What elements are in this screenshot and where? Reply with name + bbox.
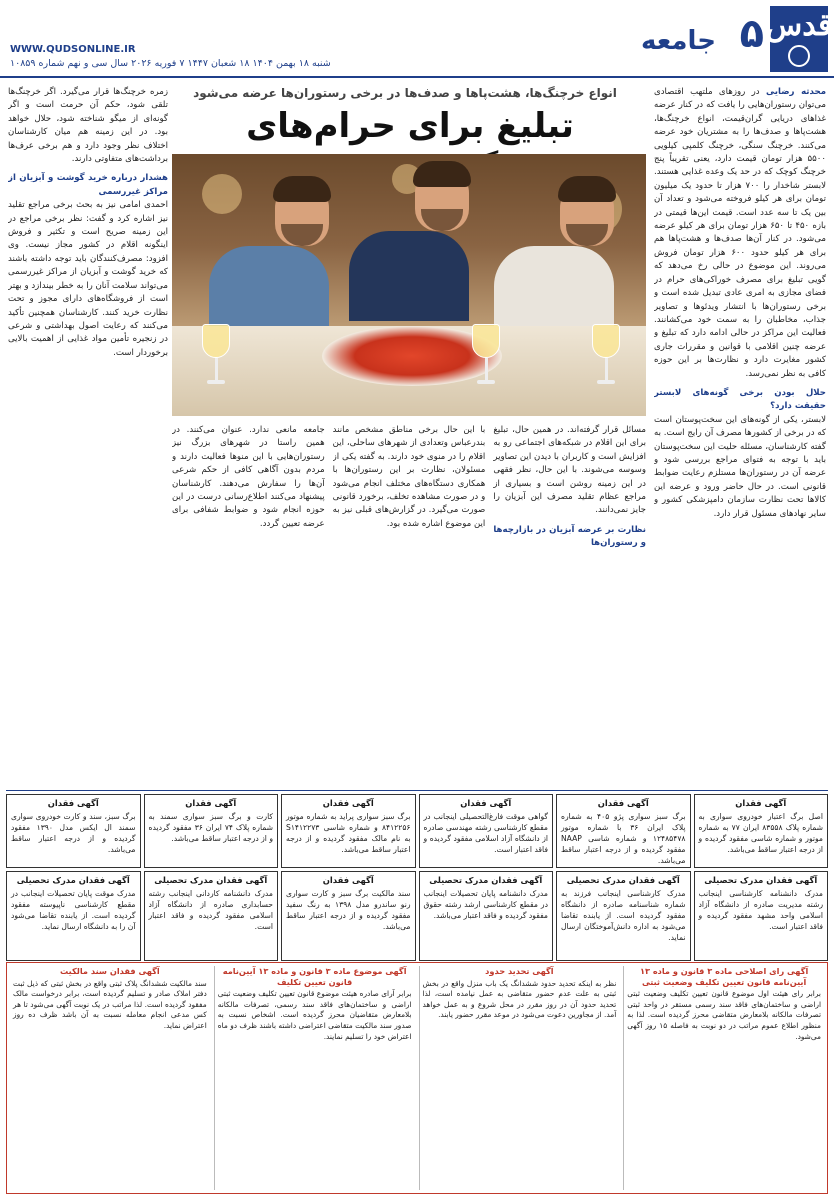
ad-text: مدرک دانشنامه کاردانی اینجانب رشته حسابداری صادره از دانشگاه آزاد اسلامی مفقود گردیده و فاقد اعتبار است. [148, 889, 273, 931]
date-line: شنبه ۱۸ بهمن ۱۴۰۴ ۱۸ شعبان ۱۴۴۷ ۷ فوریه ۲۰۲۶ سال سی و نهم شماره ۱۰۸۵۹ [10, 58, 331, 69]
article-subhead: هشدار درباره خرید گوشت و آبزیان از مراکز غیررسمی [8, 173, 168, 197]
classified-ad [144, 794, 279, 868]
seal-icon [788, 45, 810, 67]
ad-text: برگ سبز سواری پراید به شماره موتور ۸۴۱۲۲۵۶ و شماره شاسی S۱۴۱۲۲۷۳ به نام مالک مفقود گردیده و از درجه اعتبار ساقط می‌باشد. [286, 812, 411, 854]
diner-figure [382, 167, 469, 321]
ad-text: اصل برگ اعتبار خودروی سواری به شماره پلاک ۸۳۵۵۸ ایران ۷۷ به شماره موتور و شماره شاسی مفقود گردیده و از درجه اعتبار ساقط می‌باشد. [698, 812, 823, 854]
legal-notice [623, 966, 824, 1190]
article-middle-columns [172, 424, 646, 794]
classified-ad [556, 794, 691, 868]
article-subhead: نظارت بر عرضه آبزیان در بازارچه‌ها و رستوران‌ها [493, 524, 646, 549]
section-name: جامعه [640, 26, 716, 56]
article-headline: تبلیغ برای حرام‌های [246, 106, 574, 146]
ad-title: آگهی فقدان [322, 875, 374, 885]
notice-text: برابر رای هیئت اول موضوع قانون تعیین تکلیف وضعیت ثبتی اراضی و ساختمان‌های فاقد سند رسمی مستقر در واحد ثبتی تصرفات مالکانه بلامعارض متقاضی محرز گردیده است. لذا به منظور اطلاع عموم مراتب در دو نوبت به فاصله ۱۵ روز آگهی می‌شود. [627, 989, 821, 1041]
ad-text: مدرک دانشنامه کارشناسی اینجانب رشته مدیریت صادره از دانشگاه آزاد اسلامی واحد مشهد مفقود گردیده و فاقد اعتبار است. [698, 889, 823, 931]
ad-title: آگهی فقدان مدرک تحصیلی [429, 875, 543, 885]
ad-title: آگهی فقدان مدرک تحصیلی [566, 875, 680, 885]
article-text: لابستر، یکی از گونه‌های این سخت‌پوستان است که در برخی از کشورها مصرف آن رایج است. به گفته کارشناسان، مسئله حلیت این سخت‌پوستان باید با توجه به فتوای مراجع بررسی شود و عرضه آن در رستوران‌ها مستلزم رعایت ضوابط قانونی است. در حال حاضر ورود و عرضه این کالاها تحت نظارت سازمان دامپزشکی کشور و سایر نهادهای مسئول قرار دارد. [654, 414, 826, 519]
ad-title: آگهی فقدان [460, 798, 512, 808]
classified-ad [144, 871, 279, 961]
classified-ad [419, 794, 554, 868]
article-column [493, 424, 646, 794]
ad-text: برگ سبز، سند و کارت خودروی سواری سمند ال ایکس مدل ۱۳۹۰ مفقود گردیده و از درجه اعتبار ساقط می‌باشد. [11, 812, 136, 854]
page-number: ۵ [739, 11, 764, 57]
ad-text: گواهی موقت فارغ‌التحصیلی اینجانب در مقطع کارشناسی رشته مهندسی صادره از دانشگاه آزاد اسلامی مفقود گردیده و فاقد اعتبار است. [423, 812, 548, 854]
ad-title: آگهی فقدان [185, 798, 237, 808]
classified-ad [281, 871, 416, 961]
article-text: جامعه مانعی ندارد. عنوان می‌کنند. در همین راستا در شهرهای بزرگ نیز رستوران‌هایی با این منوها فعالیت دارند و مردم بدون آگاهی کافی از حکم شرعی آن‌ها را سفارش می‌دهند. کارشناسان پیشنهاد می‌کنند اطلاع‌رسانی درست در این حوزه انجام شود و ضوابط شفافی برای عرضه تعیین گردد. [171, 425, 325, 529]
classified-ads [6, 790, 828, 958]
article-left-column [8, 86, 168, 786]
ad-title: آگهی فقدان مدرک تحصیلی [154, 875, 268, 885]
article-author: محدثه رضایی [766, 87, 826, 97]
ad-text: مدرک دانشنامه پایان تحصیلات اینجانب در مقطع کارشناسی ارشد رشته حقوق مفقود گردیده و فاقد اعتبار می‌باشد. [423, 889, 548, 920]
ad-title: آگهی فقدان [322, 798, 374, 808]
notice-text: سند مالکیت ششدانگ پلاک ثبتی واقع در بخش ثبتی که ذیل ثبت دفتر املاک صادر و تسلیم گردیده است، برابر درخواست مالک مفقود گردیده است. لذا مراتب در یک نوبت آگهی می‌شود تا هر کس مدعی انجام معامله نسبت به آن باشد ظرف ده روز اعتراض نماید. [13, 978, 207, 1030]
newspaper-logo[interactable] [765, 6, 833, 72]
legal-notice [214, 966, 415, 1190]
ad-text: سند مالکیت برگ سبز و کارت سواری رنو ساندرو مدل ۱۳۹۸ به رنگ سفید مفقود گردیده و از درجه اعتبار ساقط می‌باشد. [286, 889, 411, 931]
notice-title: آگهی موضوع ماده ۳ قانون و ماده ۱۳ آیین‌نامه قانون تعیین تکلیف [222, 966, 407, 987]
classified-ad [281, 794, 416, 868]
classified-ad [419, 871, 554, 961]
logo-text: قدس [765, 8, 833, 43]
wine-glass [472, 324, 500, 386]
notice-text: نظر به اینکه تحدید حدود ششدانگ یک باب منزل واقع در بخش ثبتی به علت عدم حضور متقاضی به عمل نیامده است، لذا تحدید حدود آن در روز مقرر در محل شروع و به عمل خواهد آمد. از مجاورین دعوت می‌شود در موعد مقرر حضور یابند. [422, 978, 617, 1020]
classified-ad [556, 871, 691, 961]
ad-title: آگهی فقدان [597, 798, 649, 808]
wine-glass [592, 324, 620, 386]
bokeh-light [202, 174, 242, 214]
classified-ad [694, 794, 829, 868]
ad-title: آگهی فقدان مدرک تحصیلی [704, 875, 818, 885]
notice-title: آگهی تحدید حدود [485, 966, 554, 976]
ad-text: کارت و برگ سبز سواری سمند به شماره پلاک ۷۴ ایران ۳۶ مفقود گردیده و از درجه اعتبار ساقط می‌باشد. [148, 812, 274, 843]
diner-figure [242, 182, 329, 336]
ad-text: مدرک موقت پایان تحصیلات اینجانب در مقطع کارشناسی ناپیوسته مفقود گردیده است. از یابنده تقاضا می‌شود آن را به دانشگاه ارسال نماید. [11, 889, 136, 931]
article-column [172, 424, 325, 794]
classified-ad [6, 794, 141, 868]
article-photo [172, 154, 646, 416]
article-text: زمره خرچنگ‌ها قرار می‌گیرد. اگر خرچنگ‌ها تلقی شود، حکم آن حرمت است و اگر گونه‌ای از میگو شناخته شود، حلال خواهد بود. در این زمینه هم میان کارشناسان اختلاف نظر وجود دارد و هم برخی عرف‌ها برداشت‌های متفاوتی دارند. [8, 87, 168, 165]
legal-notices [6, 962, 828, 1194]
legal-notice [419, 966, 620, 1190]
article-column [333, 424, 486, 794]
ad-title: آگهی فقدان مدرک تحصیلی [16, 875, 130, 885]
article-subhead: حلال بودن برخی گونه‌های لابستر حقیقت دارد؟ [654, 387, 826, 412]
notice-text: برابر آرای صادره هیئت موضوع قانون تعیین تکلیف وضعیت ثبتی اراضی و ساختمان‌های فاقد سند رسمی، تصرفات مالکانه بلامعارض متقاضیان محرز گردیده است. اشخاص نسبت به صدور سند مالکیت متقاضی اعتراضی داشته باشند ظرف دو ماه اعتراض خود را تسلیم نمایند. [217, 989, 412, 1041]
classified-ad [6, 871, 141, 961]
ad-title: آگهی فقدان [735, 798, 787, 808]
legal-notice [10, 966, 210, 1190]
site-url[interactable]: WWW.QUDSONLINE.IR [10, 44, 136, 55]
article-right-column [654, 86, 826, 766]
wine-glass [202, 324, 230, 386]
classified-ad [694, 871, 829, 961]
article-kicker: انواع خرچنگ‌ها، هشت‌پاها و صدف‌ها در برخی رستوران‌ها عرضه می‌شود [193, 86, 617, 100]
article-text: مسائل قرار گرفته‌اند. در همین حال، تبلیغ برای این اقلام در شبکه‌های اجتماعی رو به افزایش است و کاربران با دیدن این تصاویر وسوسه می‌شوند. با این حال، نظر فقهی در این زمینه روشن است و بسیاری از مراجع عظام تقلید مصرف این آبزیان را جایز نمی‌دانند. [493, 425, 646, 516]
notice-title: آگهی رای اصلاحی ماده ۳ قانون و ماده ۱۳ آیین‌نامه قانون تعیین تکلیف وضعیت ثبتی [639, 966, 809, 987]
diner-figure [527, 182, 614, 336]
ad-text: برگ سبز سواری پژو ۴۰۵ به شماره پلاک ایران ۳۶ با شماره موتور ۱۲۴۸۵۴۷۸ و شماره شاسی NAAP مفقود گردیده و از درجه اعتبار ساقط می‌باشد. [561, 812, 686, 865]
ad-text: مدرک کارشناسی اینجانب فرزند به شماره شناسنامه صادره از دانشگاه مفقود گردیده است. از یابنده تقاضا می‌شود به اداره دانش‌آموختگان ارسال نماید. [561, 889, 686, 942]
article-text: با این حال برخی مناطق مشخص مانند بندرعباس وتعدادی از شهرهای ساحلی، این اقلام را در منوی خود دارند. به گفته یکی از مسئولان، نظارت بر این رستوران‌ها با همکاری دستگاه‌های مختلف انجام می‌شود و در صورت مشاهده تخلف، برخورد قانونی صورت می‌گیرد. در گزارش‌های قبلی نیز به این موضوع اشاره شده بود. [332, 425, 486, 529]
ad-title: آگهی فقدان [47, 798, 99, 808]
article-text: در روزهای ملتهب اقتصادی می‌توان رستوران‌هایی را یافت که در کنار عرضه غذاهای دریایی گران‌قیمت، انواع خرچنگ‌ها، هشت‌پاها و صدف‌ها را به مشتریان خود عرضه می‌کنند. خرچنگ سنگی، خرچنگ کلمپی کیلویی ۵۵۰۰ هزار تومان قیمت دارد، یعنی تقریباً پنج خرچنگ کوچک که در حد یک وعده غذایی هستند. لابستر شاخدار را ۷۰۰ هزار تا حدود یک میلیون تومان برای هر کیلو فروخته می‌شود و تعداد آن بین یک تا سه عدد است. قیمت این‌ها قیمتی در بازه ۴۵۰ تا ۶۵۰ هزار تومان برای هر کیلو عرضه می‌شود. در کنار آن‌ها صدف‌ها و هشت‌پاها هم برای هر کیلو حدود ۶۰۰ هزار تومان فروش می‌روند. این موضوع در حالی رخ می‌دهد که گویی تبلیغ برای مصرف خوراکی‌های حرام در فضای مجازی به امری عادی تبدیل شده است و برخی رستوران‌ها با انتشار ویدئوها و تصاویر جذاب، مخاطبان را به سمت خود می‌کشانند. فعالیت این مراکز در حالی ادامه دارد که تبلیغ و عرضه چنین اقلامی با قوانین و مقررات جاری کشور مغایرت دارد و نظارت‌ها بر این حوزه کافی به نظر نمی‌رسد. [654, 87, 826, 379]
masthead [0, 0, 834, 78]
article-text: احمدی امامی نیز به بحث برخی مراجع تقلید نیز اشاره کرد و گفت: نظر برخی مراجع در این زمینه صریح است و تکثیر و فروش اینگونه اقلام در کشور مجاز نیست. وی افزود: مصرف‌کنندگان باید توجه داشته باشند که خرید گوشت و آبزیان از مراکز غیررسمی می‌تواند سلامت آنان را به خطر بیندازد و بهتر است از فروشگاه‌های دارای مجوز و تحت نظارت خرید کنند. کارشناسان همچنین تأکید می‌کنند که رعایت اصول بهداشتی و شرعی در زنجیره تأمین مواد غذایی از اهمیت بالایی برخوردار است. [8, 200, 168, 358]
notice-title: آگهی فقدان سند مالکیت [60, 966, 160, 976]
